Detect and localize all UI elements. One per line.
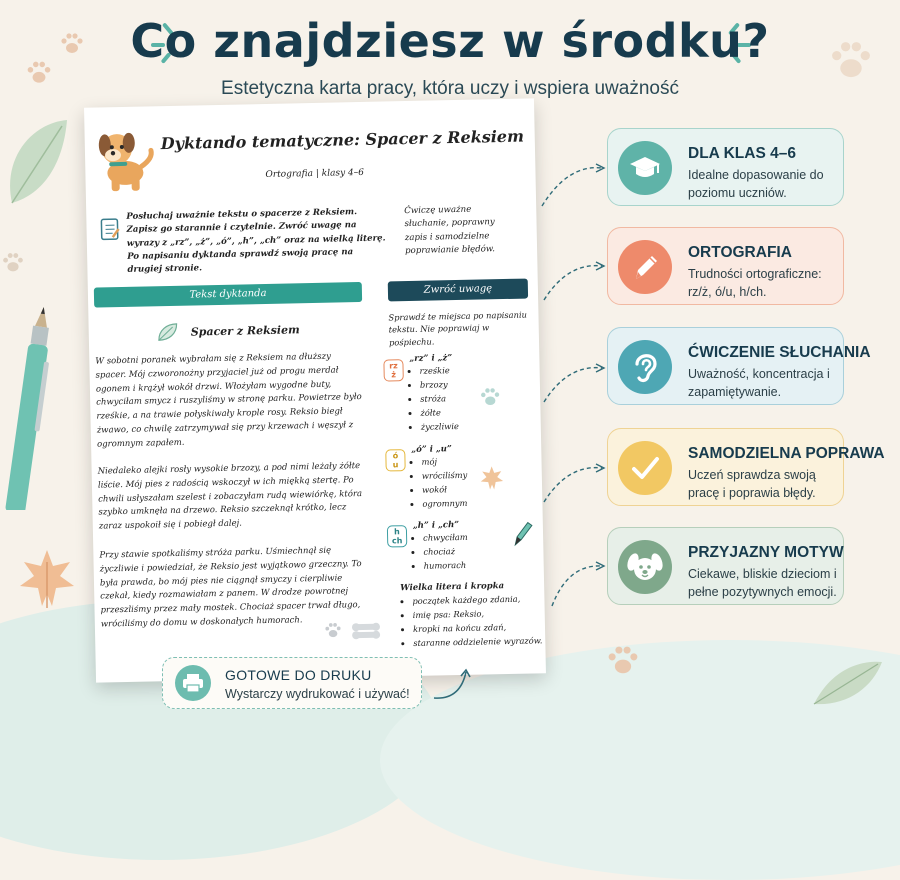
rule-word: • chwyciłam bbox=[423, 531, 468, 546]
tag-letters: ch bbox=[388, 536, 406, 545]
bone-icon bbox=[351, 622, 381, 641]
story-title: Spacer z Reksiem bbox=[191, 323, 300, 338]
rule-title: Wielka litera i kropka bbox=[400, 581, 504, 593]
leaf-decoration-icon bbox=[2, 118, 72, 208]
tag-letters: ż bbox=[385, 370, 403, 379]
worksheet-goal: Ćwiczę uważne słuchanie, poprawny zapis i samodzielne poprawianie błędów. bbox=[404, 203, 515, 259]
card-title: PRZYJAZNY MOTYW bbox=[688, 544, 844, 562]
feature-card-self-check bbox=[607, 428, 844, 506]
worksheet-preview bbox=[84, 98, 546, 682]
card-description: Uważność, koncentracja i zapamiętywanie. bbox=[688, 366, 838, 402]
dashed-arrow-icon bbox=[540, 460, 610, 506]
rule-title: „ó” i „u” bbox=[411, 444, 452, 455]
dictation-paragraph: W sobotni poranek wybrałam się z Reksiem na dłuższy spacer. Mój czworonożny przyjaciel już od progu merdał ogonem i krążył wokół drzwi. Włożyłam wygodne buty, chwyciłam smycz i ruszyliśmy w stronę parku. Powietrze było rześkie, a na trawie połyskiwały krople rosy. Reksio biegł żwawo, co chwilę zatrzymywał się przy krzewach i węszył z ogromnym zapałem. bbox=[95, 350, 365, 452]
rule-word: • początek każdego zdania, bbox=[412, 592, 541, 609]
card-description: Uczeń sprawdza swoją pracę i poprawia błędy. bbox=[688, 467, 838, 503]
tag-letters: h bbox=[388, 527, 406, 536]
tag-letters: ó bbox=[386, 451, 404, 460]
rule-word: • rześkie bbox=[419, 364, 457, 379]
printer-icon-circle bbox=[175, 665, 211, 701]
page-title: Co znajdziesz w środku? bbox=[0, 14, 900, 68]
rule-word-list bbox=[400, 592, 542, 651]
card-title: ĆWICZENIE SŁUCHANIA bbox=[688, 344, 871, 362]
card-title: SAMODZIELNA POPRAWA bbox=[688, 445, 885, 463]
paw-print-icon bbox=[0, 250, 26, 276]
rule-word: • ogromnym bbox=[422, 497, 468, 512]
card-icon-circle bbox=[618, 240, 672, 294]
card-icon-circle bbox=[618, 141, 672, 195]
rule-word: • staranne oddzielenie wyrazów. bbox=[413, 634, 542, 651]
paw-print-icon bbox=[478, 385, 502, 409]
feature-card-grades bbox=[607, 128, 844, 206]
rule-word: • żółte bbox=[420, 406, 458, 421]
feature-card-theme bbox=[607, 527, 844, 605]
attention-header: Zwróć uwagę bbox=[388, 279, 528, 302]
dashed-arrow-icon bbox=[538, 160, 610, 210]
card-icon-circle bbox=[618, 441, 672, 495]
ear-icon bbox=[631, 350, 659, 384]
leaf-icon bbox=[157, 322, 179, 342]
banner-title: GOTOWE DO DRUKU bbox=[225, 667, 372, 683]
print-ready-banner bbox=[162, 657, 422, 709]
worksheet-meta: Ortografia | klasy 4–6 bbox=[265, 168, 364, 180]
rule-word: • humorach bbox=[424, 559, 469, 574]
rule-title: „h” i „ch” bbox=[413, 520, 459, 531]
rule-word: • mój bbox=[421, 455, 467, 470]
worksheet-instructions: Posłuchaj uważnie tekstu o spacerze z Reksiem. Zapisz go starannie i czytelnie. Zwróć uwagę na wyrazy z „rz”, „ż”, „ó”, „h”, „ch” oraz na wielką literę. Po napisaniu dyktanda sprawdź swoją pracę na drugiej stronie. bbox=[126, 205, 387, 277]
dog-face-icon bbox=[627, 550, 663, 584]
checkmark-icon bbox=[630, 454, 660, 482]
paw-print-icon bbox=[323, 620, 343, 640]
rule-title: „rz” i „ż” bbox=[409, 353, 452, 364]
graduation-cap-icon bbox=[629, 153, 661, 183]
dashed-arrow-icon bbox=[540, 258, 610, 304]
card-description: Ciekawe, bliskie dzieciom i pełne pozytywnych emocji. bbox=[688, 566, 838, 602]
tag-letters: u bbox=[386, 460, 404, 469]
rule-word-list bbox=[409, 455, 468, 512]
puppy-illustration-icon bbox=[90, 124, 157, 195]
dictation-paragraph: Przy stawie spotkaliśmy stróża parku. Uśmiechnął się życzliwie i powiedział, że Reksio jest wyjątkowo grzeczny. To była prawda, bo mój pies nie ciągnął smyczy i cierpliwie czekał, kiedy rozmawiałam z panem. W drodze powrotnej przeszliśmy przez mały mostek. Chociaż spacer trwał długo, wróciliśmy do domu w doskonałych humorach. bbox=[99, 544, 369, 632]
rule-word-list bbox=[411, 531, 468, 574]
feature-card-listening bbox=[607, 327, 844, 405]
worksheet-title: Dyktando tematyczne: Spacer z Reksiem bbox=[161, 127, 525, 154]
rule-word: • imię psa: Reksio, bbox=[413, 606, 542, 623]
card-description: Idealne dopasowanie do poziomu uczniów. bbox=[688, 167, 838, 203]
paw-print-icon bbox=[604, 642, 642, 680]
banner-subtitle: Wystarczy wydrukować i używać! bbox=[225, 687, 410, 701]
rule-word: • wokół bbox=[422, 483, 468, 498]
rule-tag-badge bbox=[387, 525, 407, 547]
printer-icon bbox=[182, 673, 204, 693]
rule-word-list bbox=[407, 364, 459, 435]
rule-tag-badge bbox=[385, 449, 405, 471]
feature-card-spelling bbox=[607, 227, 844, 305]
notebook-icon bbox=[98, 217, 120, 241]
dictation-text-header: Tekst dyktanda bbox=[94, 282, 362, 308]
dashed-arrow-icon bbox=[548, 558, 610, 610]
rule-word: • brzozy bbox=[420, 378, 458, 393]
leaf-decoration-icon bbox=[812, 658, 884, 708]
autumn-leaf-icon bbox=[18, 548, 76, 610]
card-icon-circle bbox=[618, 540, 672, 594]
card-description: Trudności ortograficzne: rz/ż, ó/u, h/ch. bbox=[688, 266, 838, 302]
page-subtitle: Estetyczna karta pracy, która uczy i wspiera uważność bbox=[0, 78, 900, 100]
card-icon-circle bbox=[618, 340, 672, 394]
dictation-paragraph: Niedaleko alejki rosły wysokie brzozy, a pod nimi leżały żółte liście. Mój pies z radością wskoczył w ich miękką stertę. Po chwili usłyszałam szelest i zobaczyłam rudą wiewiórkę, która szybko umknęła na drzewo. Reksio szczeknął krótko, lecz zaraz uspokoił się i pobiegł dalej. bbox=[98, 460, 367, 534]
pencil-icon bbox=[511, 518, 534, 546]
autumn-leaf-icon bbox=[480, 465, 505, 491]
card-title: DLA KLAS 4–6 bbox=[688, 145, 796, 163]
tag-letters: rz bbox=[384, 361, 402, 370]
card-title: ORTOGRAFIA bbox=[688, 244, 792, 262]
pencil-icon bbox=[631, 251, 661, 283]
rule-word: • chociaż bbox=[423, 545, 468, 560]
rule-word: • życzliwie bbox=[421, 420, 459, 435]
rule-word: • kropki na końcu zdań, bbox=[413, 620, 542, 637]
curved-arrow-icon bbox=[430, 664, 474, 704]
dashed-arrow-icon bbox=[540, 360, 610, 406]
rule-word: • stróża bbox=[420, 392, 458, 407]
pen-decoration-icon bbox=[0, 300, 60, 510]
rule-tag-badge bbox=[383, 359, 403, 381]
attention-intro: Sprawdź te miejsca po napisaniu tekstu. Nie poprawiaj w pośpiechu. bbox=[388, 309, 529, 349]
rule-word: • wróciliśmy bbox=[422, 469, 468, 484]
